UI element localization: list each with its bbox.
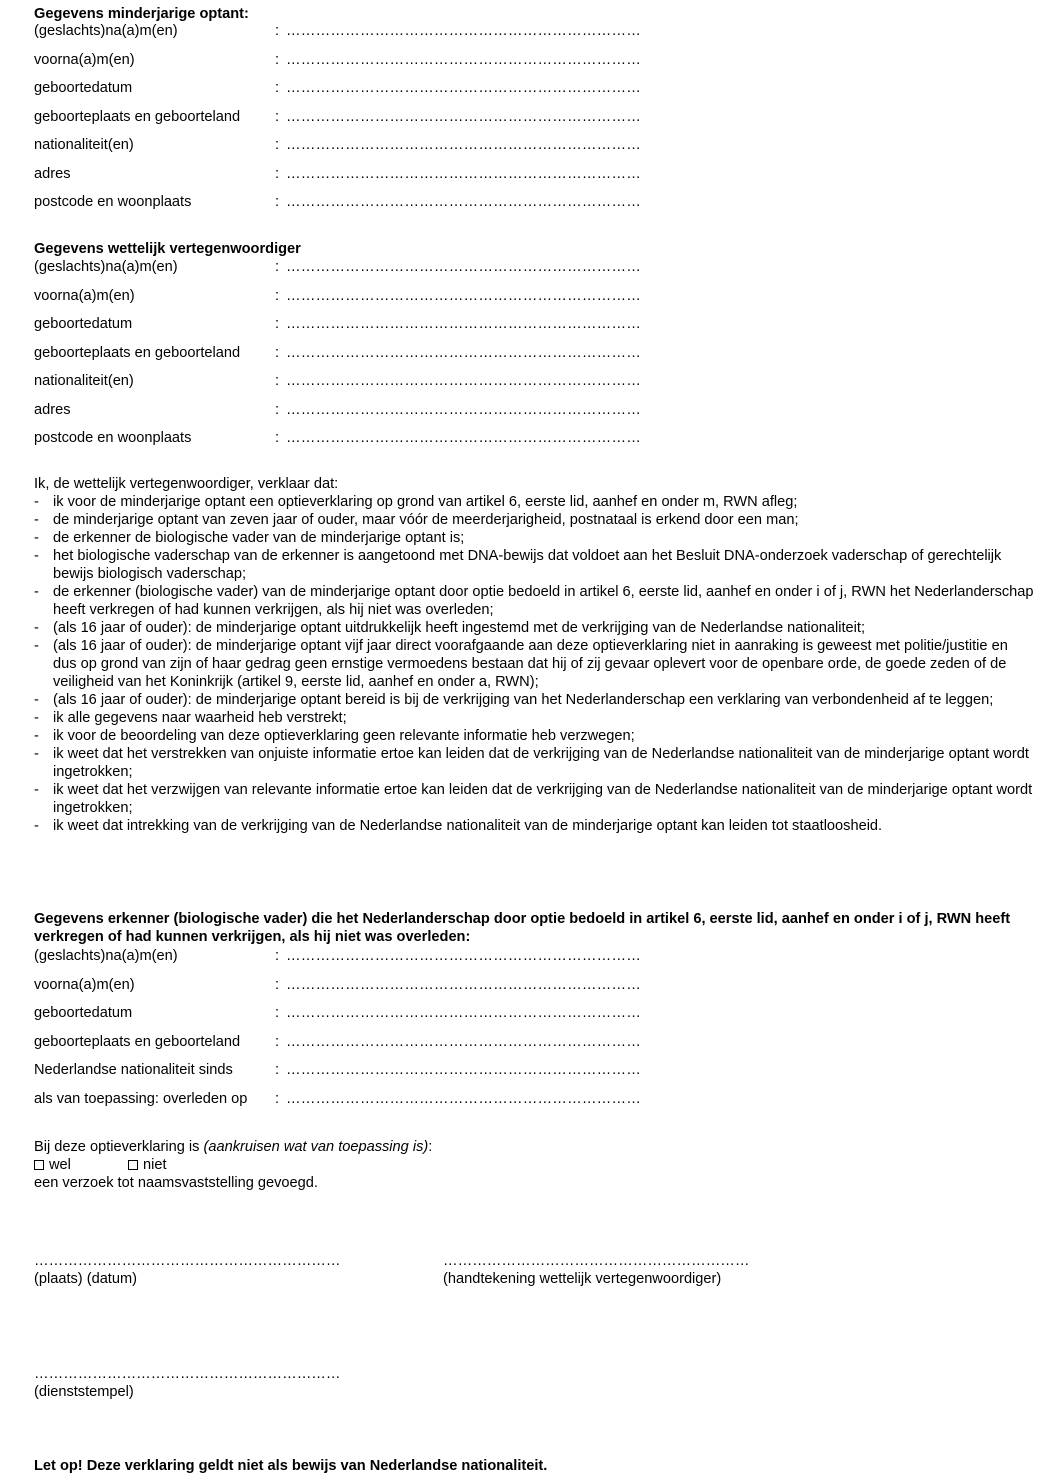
declaration-item-text: (als 16 jaar of ouder): de minderjarige optant uitdrukkelijk heeft ingestemd met de verkrijging van de Nederlandse nationaliteit; — [53, 620, 866, 636]
option-yes-label: wel — [49, 1157, 71, 1173]
declaration-item — [34, 745, 1034, 781]
recognizer-section-heading: Gegevens erkenner (biologische vader) die het Nederlanderschap door optie bedoeld in artikel 6, eerste lid, aanhef en onder i of j, RWN heeft verkregen of had kunnen verkrijgen, als hij niet was overleden: — [34, 911, 1011, 945]
minor-field-label: nationaliteit(en) — [34, 137, 134, 153]
minor-field-label: geboorteplaats en geboorteland — [34, 108, 241, 125]
declaration-item-text: ik weet dat het verstrekken van onjuiste informatie ertoe kan leiden dat de verkrijging van de Nederlandse nationaliteit van de minderjarige optant wordt ingetrokken; — [53, 746, 1029, 780]
recognizer-field-input-line[interactable]: ……………………………………………………………… — [286, 1090, 642, 1107]
declaration-item — [34, 493, 1034, 511]
recognizer-field-colon: : — [275, 976, 280, 993]
representative-field-label: postcode en woonplaats — [34, 430, 192, 446]
declaration-item-text: ik weet dat het verzwijgen van relevante informatie ertoe kan leiden dat de verkrijging van de Nederlandse nationaliteit van de minderjarige optant wordt ingetrokken; — [53, 782, 1033, 816]
minor-field-colon: : — [275, 108, 280, 125]
footer-warning: Let op! Deze verklaring geldt niet als bewijs van Nederlandse nationaliteit. — [34, 1458, 548, 1474]
representative-field-label: nationaliteit(en) — [34, 373, 134, 389]
name-request-suffix: : — [428, 1139, 433, 1155]
declaration-item-text: de erkenner de biologische vader van de minderjarige optant is; — [53, 530, 465, 546]
minor-field-label: adres — [34, 165, 71, 182]
declaration-item-text: ik voor de beoordeling van deze optieverklaring geen relevante informatie heb verzwegen; — [53, 728, 635, 744]
representative-field-colon: : — [275, 287, 280, 304]
name-request-question — [34, 1138, 432, 1156]
recognizer-field-label: geboorteplaats en geboorteland — [34, 1033, 241, 1050]
name-request-prefix: Bij deze optieverklaring is — [34, 1139, 204, 1155]
option-no[interactable] — [128, 1156, 167, 1174]
representative-section-heading: Gegevens wettelijk vertegenwoordiger — [34, 241, 301, 257]
checkbox-yes-icon[interactable] — [34, 1160, 44, 1170]
name-request-statement: een verzoek tot naamsvaststelling gevoegd. — [34, 1175, 318, 1191]
representative-field-colon: : — [275, 373, 280, 389]
recognizer-field-colon: : — [275, 1005, 280, 1021]
representative-field-input-line[interactable]: ……………………………………………………………… — [286, 344, 642, 361]
recognizer-field-colon: : — [275, 1090, 280, 1107]
declaration-dash: - — [34, 548, 39, 564]
representative-field-input-line[interactable]: ……………………………………………………………… — [286, 316, 642, 332]
minor-field-colon: : — [275, 137, 280, 153]
place-date-line[interactable]: ……………………………………………………… — [34, 1253, 341, 1269]
minor-field-label: (geslachts)na(a)m(en) — [34, 23, 178, 39]
declaration-dash: - — [34, 746, 39, 762]
minor-field-label: voorna(a)m(en) — [34, 51, 135, 68]
declaration-item-text: de minderjarige optant van zeven jaar of ouder, maar vóór de meerderjarigheid, postnataal is erkend door een man; — [53, 512, 799, 528]
declaration-item — [34, 619, 1034, 637]
representative-field-colon: : — [275, 344, 280, 361]
recognizer-field-input-line[interactable]: ……………………………………………………………… — [286, 1033, 642, 1050]
declaration-item-text: de erkenner (biologische vader) van de minderjarige optant door optie bedoeld in artikel 6, eerste lid, aanhef en onder i of j, RWN het Nederlanderschap heeft verkregen of had kunnen verkrijgen, als hij niet was overleden; — [53, 584, 1034, 618]
declaration-dash: - — [34, 494, 39, 510]
declaration-dash: - — [34, 728, 39, 744]
declaration-item — [34, 529, 1034, 547]
recognizer-field-label: (geslachts)na(a)m(en) — [34, 948, 178, 964]
minor-field-colon: : — [275, 80, 280, 96]
recognizer-field-input-line[interactable]: ……………………………………………………………… — [286, 1062, 642, 1078]
minor-field-input-line[interactable]: ……………………………………………………………… — [286, 137, 642, 153]
declaration-item-text: het biologische vaderschap van de erkenner is aangetoond met DNA-bewijs dat voldoet aan het Besluit DNA-onderzoek vaderschap of gerechtelijk bewijs biologisch vaderschap; — [53, 548, 1002, 582]
declaration-dash: - — [34, 512, 39, 528]
representative-field-label: (geslachts)na(a)m(en) — [34, 259, 178, 275]
minor-field-input-line[interactable]: ……………………………………………………………… — [286, 80, 642, 96]
minor-field-label: postcode en woonplaats — [34, 194, 192, 210]
representative-field-label: geboorteplaats en geboorteland — [34, 344, 241, 361]
declaration-item-text: ik weet dat intrekking van de verkrijging van de Nederlandse nationaliteit van de minderjarige optant kan leiden tot staatloosheid. — [53, 818, 883, 834]
representative-field-colon: : — [275, 259, 280, 275]
stamp-label: (dienststempel) — [34, 1384, 134, 1400]
minor-field-input-line[interactable]: ……………………………………………………………… — [286, 51, 642, 68]
representative-field-label: adres — [34, 401, 71, 418]
minor-field-colon: : — [275, 23, 280, 39]
declaration-dash: - — [34, 692, 39, 708]
declaration-item — [34, 511, 1034, 529]
checkbox-no-icon[interactable] — [128, 1160, 138, 1170]
declaration-item — [34, 817, 1034, 835]
minor-field-colon: : — [275, 51, 280, 68]
option-yes[interactable] — [34, 1156, 71, 1174]
signature-label: (handtekening wettelijk vertegenwoordiger) — [443, 1271, 722, 1287]
declaration-dash: - — [34, 620, 39, 636]
declaration-dash: - — [34, 782, 39, 798]
minor-field-colon: : — [275, 165, 280, 182]
recognizer-field-label: Nederlandse nationaliteit sinds — [34, 1062, 233, 1078]
declaration-dash: - — [34, 584, 39, 600]
signature-line[interactable]: ……………………………………………………… — [443, 1253, 750, 1269]
recognizer-field-colon: : — [275, 948, 280, 964]
representative-field-input-line[interactable]: ……………………………………………………………… — [286, 259, 642, 275]
declaration-item-text: (als 16 jaar of ouder): de minderjarige optant bereid is bij de verkrijging van het Nederlanderschap een verklaring van verbondenheid af te leggen; — [53, 692, 994, 708]
representative-field-input-line[interactable]: ……………………………………………………………… — [286, 430, 642, 446]
representative-field-input-line[interactable]: ……………………………………………………………… — [286, 373, 642, 389]
declaration-dash: - — [34, 638, 39, 654]
minor-field-colon: : — [275, 194, 280, 210]
minor-field-input-line[interactable]: ……………………………………………………………… — [286, 165, 642, 182]
representative-field-input-line[interactable]: ……………………………………………………………… — [286, 287, 642, 304]
representative-field-colon: : — [275, 316, 280, 332]
declaration-dash: - — [34, 530, 39, 546]
recognizer-field-input-line[interactable]: ……………………………………………………………… — [286, 976, 642, 993]
recognizer-field-label: als van toepassing: overleden op — [34, 1090, 248, 1107]
declaration-item — [34, 781, 1034, 817]
minor-field-input-line[interactable]: ……………………………………………………………… — [286, 108, 642, 125]
representative-field-input-line[interactable]: ……………………………………………………………… — [286, 401, 642, 418]
recognizer-field-colon: : — [275, 1033, 280, 1050]
place-date-label: (plaats) (datum) — [34, 1271, 137, 1287]
minor-field-input-line[interactable]: ……………………………………………………………… — [286, 23, 642, 39]
option-no-label: niet — [143, 1157, 167, 1173]
recognizer-field-colon: : — [275, 1062, 280, 1078]
minor-section-heading: Gegevens minderjarige optant: — [34, 6, 249, 22]
declaration-item-text: ik voor de minderjarige optant een optieverklaring op grond van artikel 6, eerste lid, aanhef en onder m, RWN afleg; — [53, 494, 798, 510]
representative-field-label: geboortedatum — [34, 316, 133, 332]
minor-field-label: geboortedatum — [34, 80, 133, 96]
declaration-item — [34, 691, 1034, 709]
declaration-item — [34, 637, 1034, 691]
recognizer-field-input-line[interactable]: ……………………………………………………………… — [286, 948, 642, 964]
representative-field-label: voorna(a)m(en) — [34, 287, 135, 304]
declaration-item-text: (als 16 jaar of ouder): de minderjarige optant vijf jaar direct voorafgaande aan deze optieverklaring niet in aanraking is geweest met politie/justitie en dus op grond van zijn of haar gedrag geen ernstige vermoedens bestaan dat hij of zij gevaar oplevert voor de openbare orde, de goede zeden of de veiligheid van het Koninkrijk (artikel 9, eerste lid, aanhef en onder a, RWN); — [53, 638, 1008, 690]
recognizer-field-label: geboortedatum — [34, 1005, 133, 1021]
declaration-intro: Ik, de wettelijk vertegenwoordiger, verklaar dat: — [34, 476, 339, 492]
minor-field-input-line[interactable]: ……………………………………………………………… — [286, 194, 642, 210]
representative-field-colon: : — [275, 430, 280, 446]
declaration-dash: - — [34, 710, 39, 726]
declaration-item-text: ik alle gegevens naar waarheid heb verstrekt; — [53, 710, 347, 726]
recognizer-field-input-line[interactable]: ……………………………………………………………… — [286, 1005, 642, 1021]
declaration-item — [34, 709, 1034, 727]
representative-field-colon: : — [275, 401, 280, 418]
name-request-instruction: (aankruisen wat van toepassing is) — [203, 1139, 429, 1155]
declaration-item — [34, 583, 1034, 619]
declaration-list — [34, 493, 1034, 835]
declaration-dash: - — [34, 818, 39, 834]
recognizer-field-label: voorna(a)m(en) — [34, 976, 135, 993]
declaration-item — [34, 727, 1034, 745]
stamp-line[interactable]: ……………………………………………………… — [34, 1366, 341, 1382]
declaration-item — [34, 547, 1034, 583]
